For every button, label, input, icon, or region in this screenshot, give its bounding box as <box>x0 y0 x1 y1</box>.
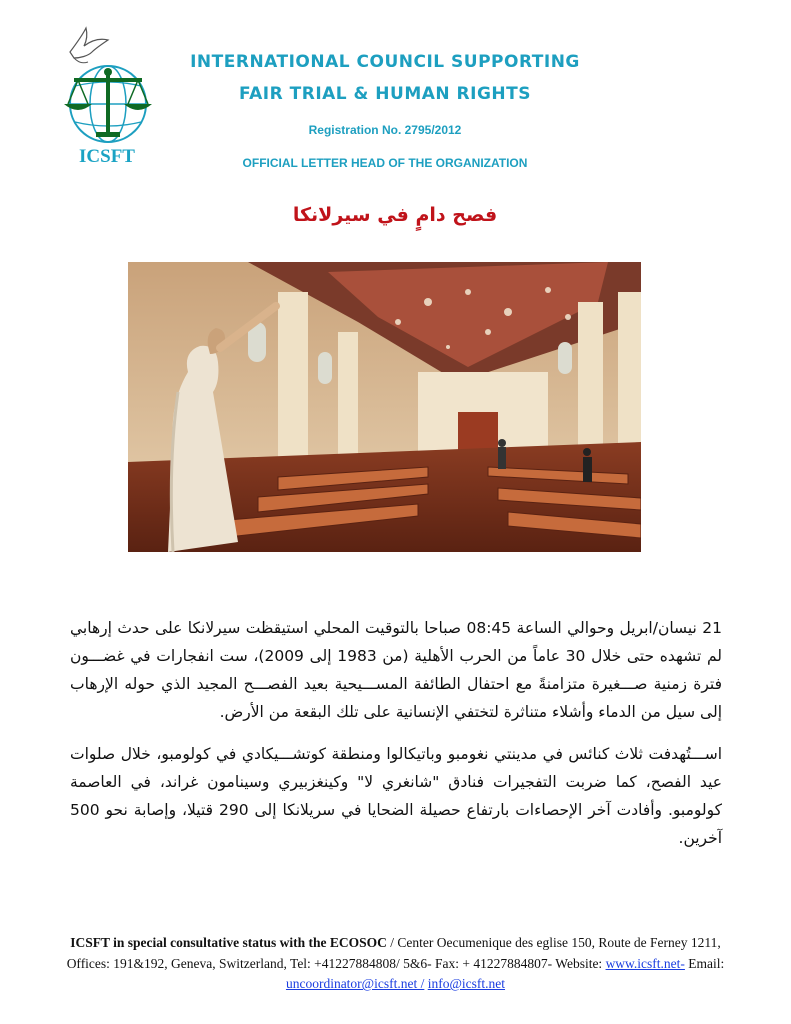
article-paragraph-2: اســـتُهدفت ثلاث كنائس في مدينتي نغومبو وباتيكالوا ومنطقة كوتشـــيكادي في كولومبو، خلال صلوات عيد الفصح، كما ضربت التفجيرات فنادق "شانغري لا" وكينغزبيري وسينامون غراند، في العاصمة كولومبو. وأفادت آخر الإحصاءات بارتفاع حصيلة الضحايا في سريلانكا إلى 290 قتيلا، وإصابة نحو 500 آخرين. <box>70 745 722 847</box>
organization-name-line2: FAIR TRIAL & HUMAN RIGHTS <box>238 84 531 104</box>
article-paragraph-1: 21 نيسان/ابريل وحوالي الساعة 08:45 صباحا بالتوقيت المحلي استيقظت سيرلانكا على حدث إرهابي لم تشهده حتى خلال 30 عاماً من الحرب الأهلية (من 1983 إلى 2009)، ست انفجارات في غضـــون فترة زمنية صـــغيرة متزامنةً مع احتفال الطائفة المســـيحية بعيد الفصـــح المجيد الذي حوله الإرهاب إلى سيل من الدماء وأشلاء متناثرة لتختفي الإنسانية على تلك البقعة من الأرض. <box>70 619 722 721</box>
email-label: Email: <box>684 955 725 971</box>
dove-scales-icon <box>48 22 168 147</box>
logo-text: ICSFT <box>79 146 135 167</box>
footer-contact <box>60 933 731 995</box>
article-title: فصح دامٍ في سيرلانكا <box>292 204 498 226</box>
official-letterhead-label: OFFICIAL LETTER HEAD OF THE ORGANIZATION <box>242 156 528 170</box>
church-image <box>128 262 641 552</box>
email-link-coordinator[interactable]: uncoordinator@icsft.net / <box>285 976 425 991</box>
church-interior-photo <box>128 262 641 552</box>
organization-name-line1: INTERNATIONAL COUNCIL SUPPORTING <box>190 52 580 72</box>
footer-address: / Center Oecumenique des eglise 150, Route de Ferney 1211, Offices: 191&192, Geneva, Switzerland, Tel: +41227884808/ 5&6- Fax: + 41227884807- Website: <box>66 935 721 971</box>
article-body <box>70 614 722 866</box>
website-link[interactable]: www.icsft.net- <box>605 955 685 971</box>
footer-org-status: ICSFT in special consultative status with the ECOSOC <box>70 935 387 950</box>
email-link-info[interactable]: info@icsft.net <box>427 976 506 991</box>
registration-number: Registration No. 2795/2012 <box>308 123 462 137</box>
